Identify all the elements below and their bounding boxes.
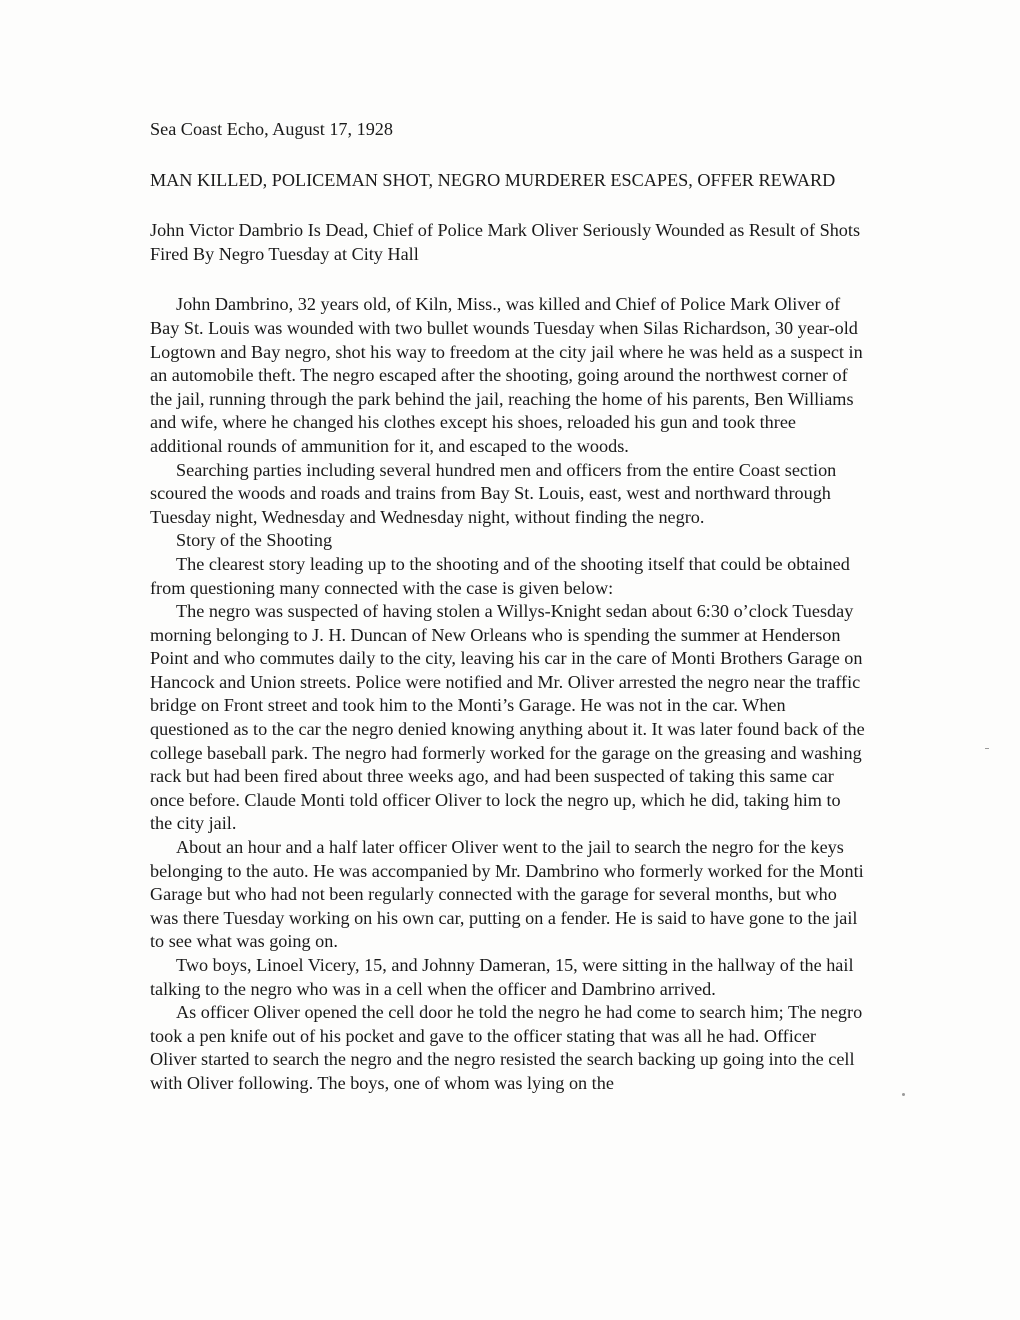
paragraph: The clearest story leading up to the shooting and of the shooting itself that could be obtained from questioning many connected with the case is given below: xyxy=(150,553,850,598)
paragraph: Searching parties including several hundred men and officers from the entire Coast section scoured the woods and roads and trains from Bay St. Louis, east, west and northward through Tuesday night, Wednesday and Wednesday night, without finding the negro. xyxy=(150,459,837,527)
scan-speck xyxy=(985,748,989,749)
subheadline: John Victor Dambrio Is Dead, Chief of Police Mark Oliver Seriously Wounded as Result of Shots Fired By Negro Tuesday at City Hall xyxy=(150,220,861,264)
paragraph: The negro was suspected of having stolen a Willys-Knight sedan about 6:30 o’clock Tuesday morning belonging to J. H. Duncan of New Orleans who is spending the summer at Henderson Point and who commutes daily to the city, leaving his car in the care of Monti Brothers Garage on Hancock and Union streets. Police were notified and Mr. Oliver arrested the negro near the traffic bridge on Front street and took him to the Monti’s Garage. He was not in the car. When questioned as to the car the negro denied knowing anything about it. It was later found back of the college baseball park. The negro had formerly worked for the garage on the greasing and washing rack but had been fired about three weeks ago, and had been suspected of taking this same car once before. Claude Monti told officer Oliver to lock the negro up, which he did, taking him to the city jail. xyxy=(150,601,865,834)
section-heading: Story of the Shooting xyxy=(176,530,333,551)
headline: MAN KILLED, POLICEMAN SHOT, NEGRO MURDERER ESCAPES, OFFER REWARD xyxy=(150,169,836,190)
dateline: Sea Coast Echo, August 17, 1928 xyxy=(150,119,393,139)
paragraph: As officer Oliver opened the cell door he told the negro he had come to search him; The negro took a pen knife out of his pocket and gave to the officer stating that was all he had. Officer Oliver started to search the negro and the negro resisted the search backing up going into the cell with Oliver following. The boys, one of whom was lying on the xyxy=(150,1002,863,1093)
scan-speck xyxy=(902,1093,905,1096)
article xyxy=(150,118,865,1096)
paragraph: Two boys, Linoel Vicery, 15, and Johnny Dameran, 15, were sitting in the hallway of the hail talking to the negro who was in a cell when the officer and Dambrino arrived. xyxy=(150,955,854,999)
paragraph: John Dambrino, 32 years old, of Kiln, Miss., was killed and Chief of Police Mark Oliver of Bay St. Louis was wounded with two bullet wounds Tuesday when Silas Richardson, 30 year-old Logtown and Bay negro, shot his way to freedom at the city jail where he was held as a suspect in an automobile theft. The negro escaped after the shooting, going around the northwest corner of the jail, running through the park behind the jail, reaching the home of his parents, Ben Williams and wife, where he changed his clothes except his shoes, reloaded his gun and took three additional rounds of ammunition for it, and escaped to the woods. xyxy=(150,294,863,456)
paragraph: About an hour and a half later officer Oliver went to the jail to search the negro for the keys belonging to the auto. He was accompanied by Mr. Dambrino who formerly worked for the Monti Garage but who had not been regularly connected with the garage for several months, but who was there Tuesday working on his own car, putting on a fender. He is said to have gone to the jail to see what was going on. xyxy=(150,837,864,952)
